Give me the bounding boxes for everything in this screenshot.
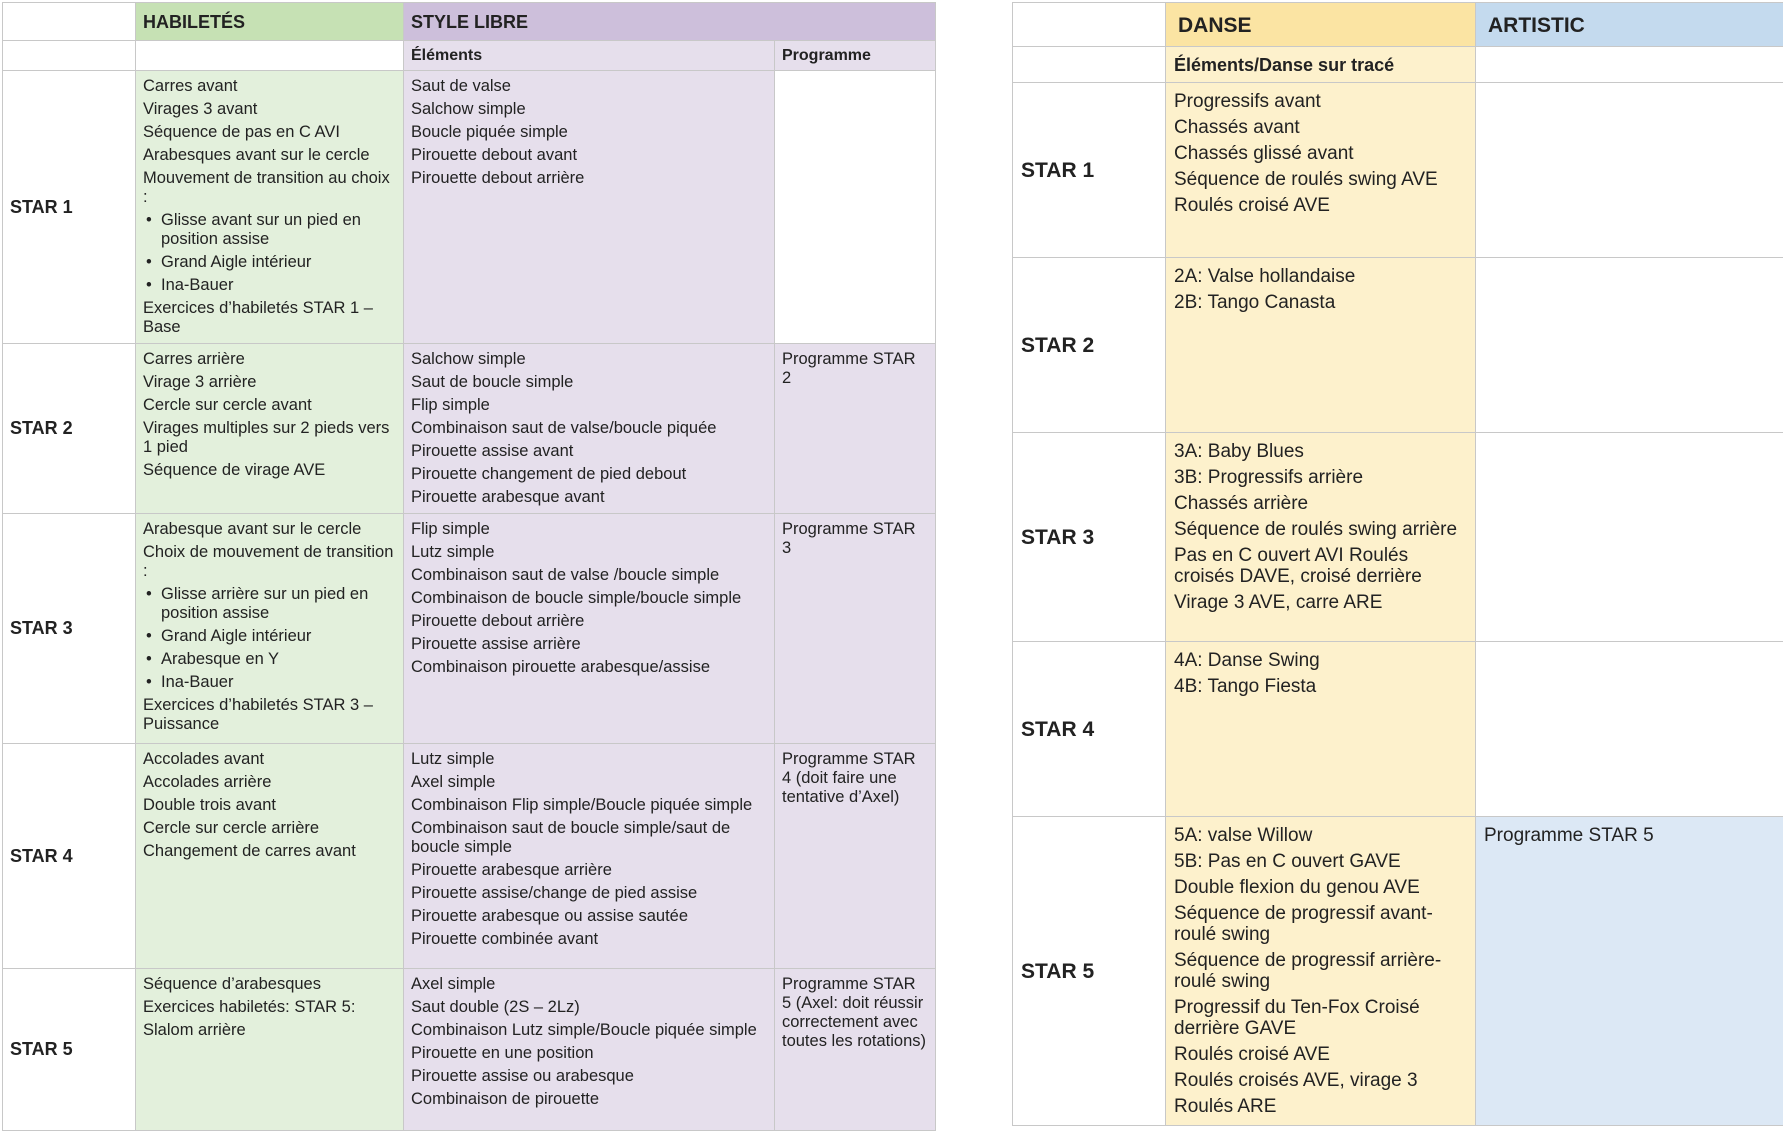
list-item: Exercices d’habiletés STAR 1 – Base	[143, 299, 396, 337]
list-item: 5A: valse Willow	[1174, 825, 1467, 846]
list-item: Choix de mouvement de transition :	[143, 543, 396, 581]
list-item: Virage 3 arrière	[143, 373, 396, 392]
danse-cell	[1166, 642, 1475, 704]
list-item: Changement de carres avant	[143, 842, 396, 861]
star-label: STAR 3	[3, 514, 136, 744]
list-item: 4A: Danse Swing	[1174, 650, 1467, 671]
danse-header: DANSE	[1166, 3, 1476, 47]
list-item: Flip simple	[411, 396, 767, 415]
list-item: Pirouette assise arrière	[411, 635, 767, 654]
list-item: Chassés arrière	[1174, 493, 1467, 514]
danse-cell	[1166, 817, 1475, 1124]
list-item: Salchow simple	[411, 350, 767, 369]
list-item: Virages multiples sur 2 pieds vers 1 pied	[143, 419, 396, 457]
list-item: Combinaison de boucle simple/boucle simple	[411, 589, 767, 608]
danse-subheader: Éléments/Danse sur tracé	[1166, 47, 1476, 83]
right-sub-corner	[1013, 47, 1166, 83]
list-item: Pirouette debout arrière	[411, 612, 767, 631]
artistic-cell	[1476, 258, 1783, 268]
list-item: 4B: Tango Fiesta	[1174, 676, 1467, 697]
list-item: Chassés avant	[1174, 117, 1467, 138]
list-item: Mouvement de transition au choix :	[143, 169, 396, 207]
left-row-star1	[3, 71, 936, 344]
list-item: Pirouette assise ou arabesque	[411, 1067, 767, 1086]
list-item: Séquence de virage AVE	[143, 461, 396, 480]
programme-subheader: Programme	[775, 41, 936, 71]
list-item: Séquence de roulés swing arrière	[1174, 519, 1467, 540]
list-item: 3B: Progressifs arrière	[1174, 467, 1467, 488]
artistic-cell	[1476, 642, 1783, 652]
habiletes-header: HABILETÉS	[136, 3, 404, 41]
bullet-item: • Grand Aigle intérieur	[143, 627, 396, 646]
list-item: Exercices habiletés: STAR 5:	[143, 998, 396, 1017]
list-item: Progressifs avant	[1174, 91, 1467, 112]
list-item: Séquence de pas en C AVI	[143, 123, 396, 142]
list-item: 5B: Pas en C ouvert GAVE	[1174, 851, 1467, 872]
left-curriculum-table	[2, 2, 936, 1131]
list-item: Pas en C ouvert AVI Roulés croisés DAVE, croisé derrière	[1174, 545, 1467, 587]
list-item: Saut de boucle simple	[411, 373, 767, 392]
list-item: Salchow simple	[411, 100, 767, 119]
right-curriculum-table	[1012, 2, 1783, 1126]
elements-cell	[404, 71, 774, 194]
list-item: Lutz simple	[411, 750, 767, 769]
habiletes-sub-empty	[136, 41, 404, 71]
list-item: Accolades avant	[143, 750, 396, 769]
list-item: Combinaison saut de valse /boucle simple	[411, 566, 767, 585]
star-label: STAR 2	[3, 344, 136, 514]
list-item: Pirouette debout avant	[411, 146, 767, 165]
star-label: STAR 1	[3, 71, 136, 344]
left-row-star3	[3, 514, 936, 744]
habiletes-cell	[136, 71, 403, 343]
list-item: Combinaison Flip simple/Boucle piquée simple	[411, 796, 767, 815]
list-item: Double flexion du genou AVE	[1174, 877, 1467, 898]
right-corner-cell	[1013, 3, 1166, 47]
right-row-star5	[1013, 817, 1783, 1126]
list-item: Carres avant	[143, 77, 396, 96]
programme-cell	[775, 71, 935, 79]
list-item: Pirouette assise/change de pied assise	[411, 884, 767, 903]
list-item: Séquence de roulés swing AVE	[1174, 169, 1467, 190]
list-item: Exercices d’habiletés STAR 3 – Puissance	[143, 696, 396, 734]
habiletes-cell	[136, 344, 403, 486]
list-item: Roulés croisé AVE	[1174, 195, 1467, 216]
right-row-star4	[1013, 642, 1783, 817]
left-row-star5	[3, 969, 936, 1131]
list-item: Combinaison saut de valse/boucle piquée	[411, 419, 767, 438]
list-item: Accolades arrière	[143, 773, 396, 792]
star-label: STAR 2	[1013, 258, 1166, 433]
list-item: Séquence de progressif arrière-roulé swing	[1174, 950, 1467, 992]
list-item: Carres arrière	[143, 350, 396, 369]
artistic-cell	[1476, 83, 1783, 93]
elements-cell	[404, 744, 774, 955]
bullet-item: • Glisse arrière sur un pied en position assise	[143, 585, 396, 623]
star-label: STAR 5	[1013, 817, 1166, 1126]
danse-cell	[1166, 83, 1475, 223]
elements-subheader: Éléments	[404, 41, 775, 71]
list-item: Boucle piquée simple	[411, 123, 767, 142]
list-item: Combinaison de pirouette	[411, 1090, 767, 1109]
list-item: Saut de valse	[411, 77, 767, 96]
habiletes-cell	[136, 744, 403, 867]
programme-cell: Programme STAR 4 (doit faire une tentative d’Axel)	[775, 744, 935, 809]
list-item: Saut double (2S – 2Lz)	[411, 998, 767, 1017]
list-item: 2B: Tango Canasta	[1174, 292, 1467, 313]
danse-cell	[1166, 258, 1475, 320]
right-row-star2	[1013, 258, 1783, 433]
left-corner-cell	[3, 3, 136, 41]
list-item: Flip simple	[411, 520, 767, 539]
habiletes-cell	[136, 514, 403, 740]
habiletes-cell	[136, 969, 403, 1046]
artistic-cell: Programme STAR 5	[1476, 817, 1783, 848]
right-row-star1	[1013, 83, 1783, 258]
list-item: Virages 3 avant	[143, 100, 396, 119]
danse-cell	[1166, 433, 1475, 620]
star-label: STAR 5	[3, 969, 136, 1131]
elements-cell	[404, 344, 774, 513]
artistic-subheader	[1476, 47, 1783, 83]
elements-cell	[404, 514, 774, 683]
list-item: Séquence d’arabesques	[143, 975, 396, 994]
list-item: Double trois avant	[143, 796, 396, 815]
list-item: Chassés glissé avant	[1174, 143, 1467, 164]
left-row-star2	[3, 344, 936, 514]
artistic-cell	[1476, 433, 1783, 443]
star-label: STAR 3	[1013, 433, 1166, 642]
list-item: Pirouette assise avant	[411, 442, 767, 461]
programme-cell: Programme STAR 2	[775, 344, 935, 390]
list-item: Pirouette arabesque avant	[411, 488, 767, 507]
star-label: STAR 4	[3, 744, 136, 969]
list-item: Combinaison Lutz simple/Boucle piquée simple	[411, 1021, 767, 1040]
star-label: STAR 1	[1013, 83, 1166, 258]
bullet-item: • Glisse avant sur un pied en position assise	[143, 211, 396, 249]
bullet-item: • Grand Aigle intérieur	[143, 253, 396, 272]
list-item: Roulés croisés AVE, virage 3	[1174, 1070, 1467, 1091]
list-item: Progressif du Ten-Fox Croisé derrière GAVE	[1174, 997, 1467, 1039]
list-item: Pirouette arabesque ou assise sautée	[411, 907, 767, 926]
programme-cell: Programme STAR 5 (Axel: doit réussir correctement avec toutes les rotations)	[775, 969, 935, 1053]
list-item: Roulés croisé AVE	[1174, 1044, 1467, 1065]
style-libre-header: STYLE LIBRE	[404, 3, 936, 41]
bullet-item: • Ina-Bauer	[143, 673, 396, 692]
list-item: 2A: Valse hollandaise	[1174, 266, 1467, 287]
list-item: Pirouette combinée avant	[411, 930, 767, 949]
list-item: Séquence de progressif avant-roulé swing	[1174, 903, 1467, 945]
list-item: 3A: Baby Blues	[1174, 441, 1467, 462]
left-sub-corner	[3, 41, 136, 71]
list-item: Pirouette arabesque arrière	[411, 861, 767, 880]
left-row-star4	[3, 744, 936, 969]
bullet-item: • Arabesque en Y	[143, 650, 396, 669]
list-item: Axel simple	[411, 773, 767, 792]
list-item: Axel simple	[411, 975, 767, 994]
list-item: Roulés ARE	[1174, 1096, 1467, 1117]
list-item: Arabesques avant sur le cercle	[143, 146, 396, 165]
list-item: Combinaison saut de boucle simple/saut de boucle simple	[411, 819, 767, 857]
bullet-item: • Ina-Bauer	[143, 276, 396, 295]
programme-cell: Programme STAR 3	[775, 514, 935, 560]
right-row-star3	[1013, 433, 1783, 642]
list-item: Virage 3 AVE, carre ARE	[1174, 592, 1467, 613]
list-item: Pirouette debout arrière	[411, 169, 767, 188]
list-item: Slalom arrière	[143, 1021, 396, 1040]
list-item: Arabesque avant sur le cercle	[143, 520, 396, 539]
artistic-header: ARTISTIC	[1476, 3, 1783, 47]
elements-cell	[404, 969, 774, 1115]
list-item: Lutz simple	[411, 543, 767, 562]
list-item: Cercle sur cercle avant	[143, 396, 396, 415]
list-item: Cercle sur cercle arrière	[143, 819, 396, 838]
list-item: Combinaison pirouette arabesque/assise	[411, 658, 767, 677]
list-item: Pirouette en une position	[411, 1044, 767, 1063]
list-item: Pirouette changement de pied debout	[411, 465, 767, 484]
star-label: STAR 4	[1013, 642, 1166, 817]
